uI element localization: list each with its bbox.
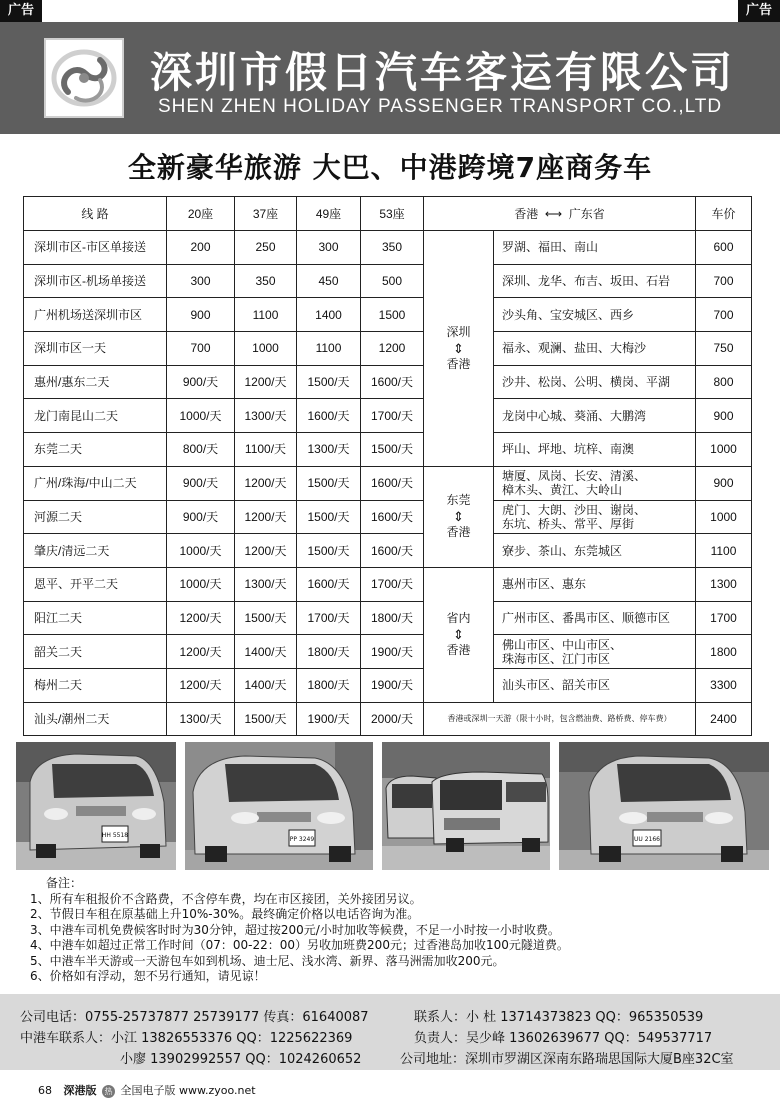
area-price-cell: 900 [696, 399, 752, 433]
up-down-arrow-icon: ⇕ [453, 627, 464, 643]
price-cell-c49: 1500/天 [297, 365, 361, 399]
area-price-cell: 1000 [696, 500, 752, 534]
price-cell-c37: 1500/天 [235, 702, 297, 736]
route-cell: 深圳市区-市区单接送 [24, 231, 167, 265]
table-row [24, 264, 752, 298]
price-cell-c20: 900/天 [167, 365, 235, 399]
area-cell [494, 500, 696, 534]
region-bottom: 香港 [446, 356, 471, 371]
website-link[interactable]: 全国电子版 www.zyoo.net [120, 1084, 256, 1097]
region-top: 东莞 [446, 493, 471, 508]
price-cell-c49: 1700/天 [297, 601, 361, 635]
region-cell [424, 231, 494, 467]
area-price-cell: 1300 [696, 567, 752, 601]
route-cell: 肇庆/清远二天 [24, 534, 167, 568]
manager-contact: 负责人：吴少峰 13602639677 QQ：549537717 [414, 1031, 713, 1046]
area-line: 东坑、桥头、常平、厚街 [502, 516, 635, 531]
table-row [24, 231, 752, 265]
svg-text:PP 3249: PP 3249 [289, 836, 315, 843]
company-logo [44, 38, 124, 118]
logo-icon [46, 40, 122, 116]
price-cell-c37: 1500/天 [235, 601, 297, 635]
area-line: 珠海市区、江门市区 [502, 651, 611, 666]
area-cell [494, 433, 696, 467]
price-cell-c49: 450 [297, 264, 361, 298]
hk-car-contact: 中港车联系人：小江 13826553376 QQ：1225622369 [20, 1031, 353, 1046]
photo-van-2 [185, 742, 373, 870]
area-cell [494, 332, 696, 366]
header-price: 车价 [696, 197, 752, 231]
area-price-cell: 3300 [696, 668, 752, 702]
header-20-seat: 20座 [167, 197, 235, 231]
area-price-cell: 800 [696, 365, 752, 399]
notes-title: 备注： [46, 876, 83, 890]
price-cell-c37: 1100/天 [235, 433, 297, 467]
ad-tag-right: 广告 [738, 0, 780, 22]
area-price-cell: 1800 [696, 635, 752, 669]
area-cell [494, 365, 696, 399]
route-cell: 河源二天 [24, 500, 167, 534]
note-item: 6、价格如有浮动，恕不另行通知，请见谅！ [30, 969, 266, 983]
price-cell-c37: 1200/天 [235, 466, 297, 500]
price-table [23, 196, 752, 736]
route-cell: 东莞二天 [24, 433, 167, 467]
area-line: 福永、观澜、盐田、大梅沙 [502, 341, 647, 356]
area-line: 沙井、松岗、公明、横岗、平湖 [502, 375, 671, 390]
note-item: 1、所有车租报价不含路费，不含停车费，均在市区接团，关外接团另议。 [30, 891, 422, 906]
route-cell: 惠州/惠东二天 [24, 365, 167, 399]
price-cell-c53: 1700/天 [361, 399, 424, 433]
table-row [24, 668, 752, 702]
note-item: 4、中港车如超过正常工作时间（07：00-22：00）另收加班费200元；过香港岛加收100元隧道费。 [30, 938, 569, 952]
svg-text:UU 2166: UU 2166 [634, 836, 660, 843]
area-line: 罗湖、福田、南山 [502, 240, 599, 255]
price-cell-c53: 1900/天 [361, 635, 424, 669]
table-row [24, 332, 752, 366]
price-cell-c49: 1300/天 [297, 433, 361, 467]
price-cell-c49: 1600/天 [297, 567, 361, 601]
area-price-cell: 1000 [696, 433, 752, 467]
area-price-cell: 700 [696, 264, 752, 298]
price-cell-c49: 1800/天 [297, 635, 361, 669]
day-tour-note-cell: 香港或深圳一天游（限十小时，包含燃油费、路桥费、停车费） [424, 702, 696, 736]
table-row [24, 399, 752, 433]
area-cell [494, 231, 696, 265]
price-cell-c20: 900/天 [167, 466, 235, 500]
price-cell-c53: 350 [361, 231, 424, 265]
price-cell-c49: 1500/天 [297, 500, 361, 534]
table-row [24, 365, 752, 399]
header-hk: 香港 [514, 206, 539, 221]
contact-person-1: 联系人：小 杜 13714373823 QQ：965350539 [414, 1010, 704, 1025]
table-row [24, 702, 752, 736]
price-cell-c53: 1600/天 [361, 365, 424, 399]
table-row [24, 298, 752, 332]
edition-badge-icon: 热 [102, 1085, 115, 1098]
price-cell-c53: 1700/天 [361, 567, 424, 601]
region-top: 深圳 [446, 324, 471, 339]
company-address: 公司地址：深圳市罗湖区深南东路瑞思国际大厦B座32C室 [400, 1052, 734, 1067]
price-cell-c37: 250 [235, 231, 297, 265]
price-cell-c20: 800/天 [167, 433, 235, 467]
route-cell: 龙门南昆山二天 [24, 399, 167, 433]
price-cell-c53: 1600/天 [361, 534, 424, 568]
photo-bus [382, 742, 550, 870]
route-cell: 韶关二天 [24, 635, 167, 669]
up-down-arrow-icon: ⇕ [453, 340, 464, 356]
area-price-cell: 750 [696, 332, 752, 366]
area-line: 惠州市区、惠东 [502, 577, 587, 592]
area-cell [494, 668, 696, 702]
route-cell: 深圳市区-机场单接送 [24, 264, 167, 298]
route-cell: 阳江二天 [24, 601, 167, 635]
price-cell-c20: 900/天 [167, 500, 235, 534]
edition-label: 深港版 [63, 1084, 97, 1097]
region-top: 省内 [446, 611, 471, 626]
area-line: 寮步、茶山、东莞城区 [502, 543, 623, 558]
route-cell: 恩平、开平二天 [24, 567, 167, 601]
price-cell-c20: 200 [167, 231, 235, 265]
price-cell-c37: 1200/天 [235, 500, 297, 534]
photo-van-3 [559, 742, 769, 870]
area-line: 虎门、大朗、沙田、谢岗、 [502, 502, 647, 517]
region-cell [424, 466, 494, 567]
price-cell-c49: 1800/天 [297, 668, 361, 702]
price-cell-c37: 1400/天 [235, 635, 297, 669]
price-cell-c20: 1000/天 [167, 534, 235, 568]
area-cell [494, 601, 696, 635]
area-line: 汕头市区、韶关市区 [502, 678, 611, 693]
area-cell [494, 466, 696, 500]
price-cell-c49: 1500/天 [297, 534, 361, 568]
day-tour-price-cell: 2400 [696, 702, 752, 736]
price-cell-c37: 1400/天 [235, 668, 297, 702]
company-header [0, 22, 780, 134]
contact-bar [0, 994, 780, 1070]
header-route: 线 路 [24, 197, 167, 231]
price-cell-c37: 1300/天 [235, 399, 297, 433]
area-line: 广州市区、番禺市区、顺德市区 [502, 610, 671, 625]
price-cell-c20: 1200/天 [167, 601, 235, 635]
price-cell-c20: 1200/天 [167, 635, 235, 669]
area-line: 坪山、坪地、坑梓、南澳 [502, 442, 635, 457]
header-37-seat: 37座 [235, 197, 297, 231]
area-price-cell: 1700 [696, 601, 752, 635]
table-header-row [24, 197, 752, 231]
price-cell-c53: 1500 [361, 298, 424, 332]
area-price-cell: 600 [696, 231, 752, 265]
header-gd: 广东省 [568, 206, 605, 221]
double-arrow-icon: ⟷ [541, 206, 566, 221]
notes-section [30, 876, 569, 985]
note-item: 2、节假日车租在原基础上升10%-30%。最终确定价格以电话咨询为准。 [30, 907, 420, 921]
area-cell [494, 298, 696, 332]
price-cell-c49: 1500/天 [297, 466, 361, 500]
table-row [24, 500, 752, 534]
area-cell [494, 264, 696, 298]
table-row [24, 534, 752, 568]
header-49-seat: 49座 [297, 197, 361, 231]
area-price-cell: 900 [696, 466, 752, 500]
page-number: 68 [38, 1084, 52, 1097]
price-cell-c20: 900 [167, 298, 235, 332]
header-hk-gd [424, 197, 696, 231]
company-name-cn: 深圳市假日汽车客运有限公司 [150, 48, 736, 97]
price-cell-c37: 1000 [235, 332, 297, 366]
headline: 全新豪华旅游 大巴、中港跨境7座商务车 [127, 151, 653, 184]
price-cell-c37: 350 [235, 264, 297, 298]
price-cell-c53: 500 [361, 264, 424, 298]
area-line: 樟木头、黄江、大岭山 [502, 483, 623, 498]
table-row [24, 567, 752, 601]
route-cell: 深圳市区一天 [24, 332, 167, 366]
price-cell-c37: 1200/天 [235, 534, 297, 568]
price-cell-c20: 1000/天 [167, 399, 235, 433]
price-cell-c37: 1100 [235, 298, 297, 332]
price-cell-c49: 1900/天 [297, 702, 361, 736]
area-cell [494, 534, 696, 568]
photo-van-1 [16, 742, 176, 870]
area-price-cell: 1100 [696, 534, 752, 568]
svg-text:HH 5518: HH 5518 [101, 832, 129, 839]
company-name-en: SHEN ZHEN HOLIDAY PASSENGER TRANSPORT CO.,LTD [158, 96, 723, 117]
price-cell-c20: 1200/天 [167, 668, 235, 702]
table-row [24, 635, 752, 669]
price-cell-c53: 1800/天 [361, 601, 424, 635]
area-cell [494, 399, 696, 433]
area-line: 深圳、龙华、布吉、坂田、石岩 [502, 274, 671, 289]
area-cell [494, 567, 696, 601]
area-line: 龙岗中心城、葵涌、大鹏湾 [502, 408, 647, 423]
price-cell-c53: 2000/天 [361, 702, 424, 736]
up-down-arrow-icon: ⇕ [453, 509, 464, 525]
price-cell-c53: 1600/天 [361, 500, 424, 534]
price-cell-c53: 1900/天 [361, 668, 424, 702]
price-cell-c20: 300 [167, 264, 235, 298]
header-53-seat: 53座 [361, 197, 424, 231]
region-bottom: 香港 [446, 643, 471, 658]
company-phone: 公司电话：0755-25737877 25739177 传真：61640087 [20, 1010, 369, 1025]
price-cell-c49: 1400 [297, 298, 361, 332]
price-cell-c49: 300 [297, 231, 361, 265]
area-price-cell: 700 [696, 298, 752, 332]
route-cell: 广州/珠海/中山二天 [24, 466, 167, 500]
price-cell-c53: 1200 [361, 332, 424, 366]
route-cell: 汕头/潮州二天 [24, 702, 167, 736]
table-row [24, 433, 752, 467]
note-item: 5、中港车半天游或一天游包车如到机场、迪士尼、浅水湾、新界、落马洲需加收200元。 [30, 953, 505, 968]
price-cell-c53: 1600/天 [361, 466, 424, 500]
price-cell-c53: 1500/天 [361, 433, 424, 467]
region-bottom: 香港 [446, 525, 471, 540]
route-cell: 广州机场送深圳市区 [24, 298, 167, 332]
area-cell [494, 635, 696, 669]
note-item: 3、中港车司机免费候客时时为30分钟，超过按200元/小时加收等候费，不足一小时按一小时收费。 [30, 922, 560, 937]
contact-person-2: 小廖 13902992557 QQ：1024260652 [120, 1052, 362, 1067]
price-cell-c20: 1000/天 [167, 567, 235, 601]
table-row [24, 466, 752, 500]
ad-tag-left: 广告 [0, 0, 42, 22]
price-cell-c37: 1200/天 [235, 365, 297, 399]
area-line: 佛山市区、中山市区、 [502, 637, 623, 652]
price-cell-c20: 700 [167, 332, 235, 366]
area-line: 塘厦、凤岗、长安、清溪、 [502, 469, 647, 484]
page-footer [38, 1082, 256, 1098]
price-cell-c49: 1100 [297, 332, 361, 366]
price-cell-c20: 1300/天 [167, 702, 235, 736]
area-line: 沙头角、宝安城区、西乡 [502, 307, 635, 322]
route-cell: 梅州二天 [24, 668, 167, 702]
table-row [24, 601, 752, 635]
region-cell [424, 567, 494, 702]
price-cell-c49: 1600/天 [297, 399, 361, 433]
price-cell-c37: 1300/天 [235, 567, 297, 601]
